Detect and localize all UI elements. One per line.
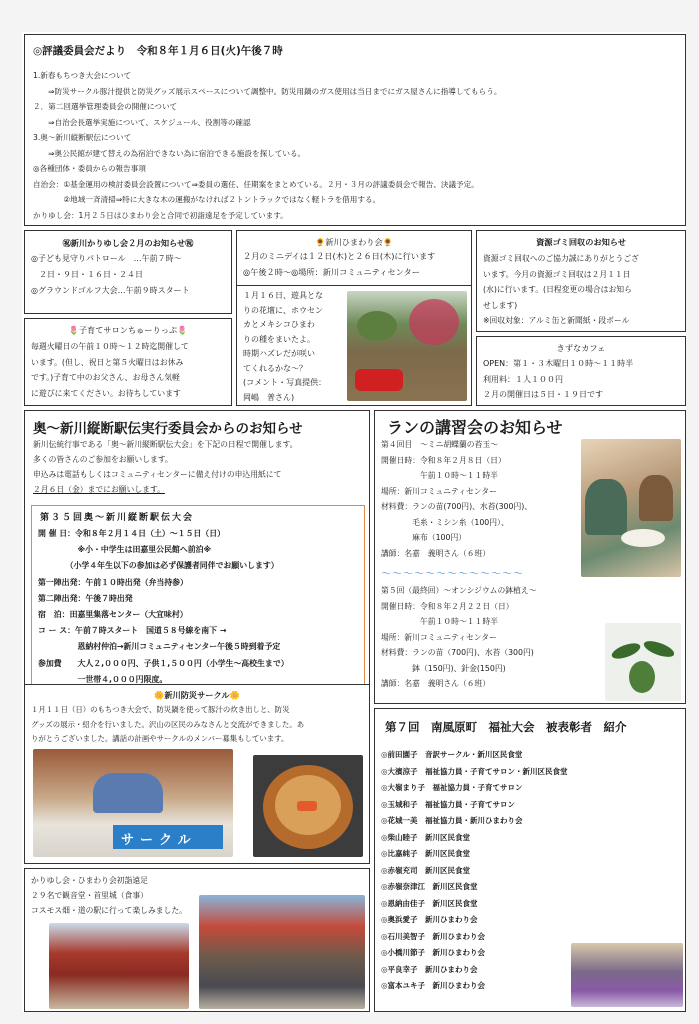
ekiden-detail-line: 第一陣出発：午前１０時出発（弁当持参） [38,577,188,587]
welfare-person: ◎奥浜愛子 新川ひまわり会 [381,915,478,924]
newsletter-page [22,32,686,1012]
orchid-line: 開催日時：令和８年２月２２日（日） [381,601,514,611]
cafe-line: OPEN：第１・３木曜日１０時～１１時半 [483,359,634,368]
salon-line: です。)子育て中のお父さん、お母さん気軽 [31,373,180,382]
orchid-line: 鉢（150円)、針金(150円) [381,663,506,673]
council-body [33,68,501,223]
orchid-line: 第５回（最終回）～オンシジウムの鉢植え～ [381,586,537,595]
welfare-person: ◎石川美智子 新川ひまわり会 [381,931,486,941]
council-line: ⇒自治会長選挙実施について、スケジュール、役割等の確認 [33,117,251,127]
himawari-comment-line: りの花壇に、ホウセン [243,305,323,315]
cafe-section [476,336,686,406]
excursion-section [24,868,370,1012]
welfare-person: ◎恩納由佳子 新川区民食堂 [381,898,478,908]
flowerbed-photo [347,291,467,401]
excursion-body [31,873,187,918]
himawari-comment [243,289,326,405]
recycle-line: います。今月の資源ゴミ回収は２月１１日 [483,269,631,279]
kariyushi-line: ２日・９日・１６日・２４日 [31,270,143,279]
ekiden-details [38,526,289,688]
welfare-person: ◎花城一美 福祉協力員・新川ひまわり会 [381,816,523,825]
council-line: ②地域一斉清掃⇒特に大きな木の運搬がなければ２トントラックではなく軽トラを借用する。 [33,195,381,204]
welfare-list [381,747,568,995]
council-line: 自治会：①基金運用の検討委員会設置について⇒委員の選任、任期案をまとめている。２月・３月の評議委員会で報告、決議予定。 [33,179,479,189]
salon-section [24,318,232,406]
ekiden-deadline: ２月６日（金）までにお願いします。 [33,485,165,494]
council-line: ２．第二回選挙管理委員会の開催について [33,102,178,111]
ekiden-detail-line: （小学４年生以下の参加は必ず保護者同伴でお願いします） [38,561,279,571]
orchid-line: 場所：新川コミュニティセンター [381,632,497,642]
orchid-session4 [381,437,532,561]
orchid-line: 午前１０時～１１時半 [381,471,498,480]
council-line: ⇒防災サークル豚汁提供と防災グッズ展示スペースについて調整中。防災用鍋のガス使用は当日までにガス屋さんに指導してもらう。 [33,86,502,96]
excursion-line: コスモス畑・道の駅に行って楽しみました。 [31,906,187,915]
bousai-body [31,703,304,747]
ekiden-section [24,410,370,698]
ekiden-event-title: 第３５回奥～新川縦断駅伝大会 [40,513,195,523]
welfare-person: ◎小橋川節子 新川ひまわり会 [381,948,486,957]
excursion-line: ２９名で観音堂・首里城（食事） [31,891,148,900]
orchid-line: 講師：名嘉 義明さん（６班） [381,548,491,558]
welfare-person: ◎赤嶺奈津江 新川区民食堂 [381,882,478,891]
council-line: かりゆし会：1月２５日はひまわり会と合同で初詣遠足を予定しています。 [33,210,288,220]
orchid-plant-photo [605,623,681,701]
kariyushi-line: ◎グラウンドゴルフ大会…午前９時スタート [31,286,190,295]
orchid-line: 開催日時：令和８年２月８日（日） [381,455,506,465]
himawari-section [236,230,472,406]
himawari-comment-line: てくれるかな～？ [243,363,307,373]
himawari-info [243,249,435,280]
bousai-section [24,684,370,864]
recycle-body [483,251,639,329]
council-section [24,34,686,226]
kariyushi-body [31,251,190,299]
bousai-line: グッズの展示・紹介を行いました。沢山の区民のみなさんと交流ができました。あ [31,719,305,729]
council-line: 1.新春もちつき大会について [33,71,132,80]
ekiden-detail-line: 恩納村仲泊→新川コミュニティセンター午後５時到着予定 [38,642,281,652]
welfare-person: ◎赤嶺充司 新川区民食堂 [381,865,471,875]
orchid-class-photo [581,439,681,577]
himawari-line: ２月のミニデイは１２日(木)と２６日(木)に行います [243,251,436,261]
himawari-comment-line: １月１６日、遊具とな [243,291,323,300]
kariyushi-section [24,230,232,314]
orchid-session5 [381,583,536,692]
orchid-line: 材料費：ランの苗（700円)、水苔（300円) [381,648,534,657]
ekiden-intro [33,437,297,497]
tonjiru-photo [253,755,363,857]
cafe-body [483,356,633,403]
orchid-section [374,410,686,704]
ekiden-intro-line: 新川伝統行事である「奥～新川縦断駅伝大会」を下記の日程で開催します。 [33,440,298,449]
orchid-line: 材料費：ランの苗(700円)、水苔(300円)、 [381,502,533,511]
orchid-line: 第４回目 ～ミニ胡蝶蘭の苔玉～ [381,440,498,449]
bousai-line: りがとうございました。講話の計画やサークルのメンバー募集もしています。 [31,734,289,743]
welfare-person: ◎比嘉純子 新川区民食堂 [381,849,471,858]
cafe-line: 利用料：１人１００円 [483,374,563,384]
orchid-line: 毛糸・ミシン糸（100円）、 [381,517,509,527]
shuri-castle-photo [49,923,189,1009]
welfare-person: ◎玉城和子 福祉協力員・子育てサロン [381,799,516,809]
himawari-comment-line: 時期ハズレだが咲い [243,349,315,358]
himawari-comment-line: りの種をまいたよ。 [243,334,315,344]
ekiden-event-box [31,505,365,691]
himawari-title: 🌻新川ひまわり会🌻 [315,237,393,247]
welfare-person: ◎柴山睦子 新川区民食堂 [381,832,471,842]
ceremony-photo [571,943,683,1007]
salon-line: います。(但し、祝日と第５火曜日はお休み [31,357,184,367]
recycle-line: せします) [483,300,518,310]
orchid-line: 午前１０時～１１時半 [381,617,498,626]
bousai-title: 🌼新川防災サークル🌼 [154,690,240,700]
welfare-title: 第７回 南風原町 福祉大会 被表彰者 紹介 [385,720,627,734]
himawari-comment-line: 岡嶋 普さん) [243,392,295,402]
orchid-line: 麻布（100円） [381,533,467,542]
excursion-line: かりゆし会・ひまわり会初詣遠足 [31,876,148,885]
council-line: 3.奥～新川縦断駅伝について [33,133,132,142]
orchid-title: ランの講習会のお知らせ [387,418,563,437]
salon-line: 毎週火曜日の午前１０時～１２時迄開催して [31,342,189,351]
group-photo [199,895,365,1009]
recycle-section [476,230,686,332]
ekiden-intro-line: 多くの皆さんのご参加をお願いします。 [33,455,173,464]
salon-body [31,339,189,401]
welfare-section [374,708,686,1012]
ekiden-intro-line: 申込みは電話もしくはコミュニティセンターに備え付けの申込用紙にて [33,470,282,479]
welfare-person: ◎平良幸子 新川ひまわり会 [381,964,478,974]
ekiden-detail-line: コ ー ス：午前７時スタート 国道５８号線を南下 → [38,626,227,636]
welfare-person: ◎大嶺まり子 福祉協力員・子育てサロン [381,783,523,792]
welfare-person: ◎富本ユキ子 新川ひまわり会 [381,981,486,990]
himawari-comment-line: カとメキシコひまわ [243,320,315,329]
welfare-person: ◎大濱涼子 福祉協力員・子育てサロン・新川区民食堂 [381,766,568,776]
circle-sign: サークル [121,833,197,848]
ekiden-detail-line: 開 催 日：令和８年２月１４日（土）～１５日（日） [38,529,225,538]
orchid-line: 場所：新川コミュニティセンター [381,486,497,496]
welfare-person: ◎前田園子 音訳サークル・新川区民食堂 [381,750,523,759]
ekiden-title: 奥～新川縦断駅伝実行委員会からのお知らせ [33,421,303,437]
himawari-line: ◎午後２時～◎場所：新川コミュニティセンター [243,266,420,277]
recycle-line: 資源ゴミ回収へのご協力誠にありがとうござ [483,254,639,263]
wave-divider: ～～～～～～～～～～～～～ [381,569,524,580]
himawari-comment-line: (コメント・写真提供： [243,378,327,387]
kariyushi-line: ◎子ども見守りパトロール …午前７時～ [31,254,182,263]
kariyushi-title: ㊗新川かりゆし会２月のお知らせ㊗ [62,238,194,248]
ekiden-detail-line: 第二陣出発：午後７時出発 [38,593,133,603]
ekiden-detail-line: 参加費 大人２,０００円、子供１,５００円（小学生～高校生まで） [38,658,289,668]
cafe-title: きずなカフェ [556,343,606,353]
council-title: ◎評議委員会だより 令和８年１月６日(火)午後７時 [33,45,283,57]
recycle-title: 資源ゴミ回収のお知らせ [536,237,626,247]
ekiden-detail-line: 一世帯４,０００円限度。 [38,674,168,684]
salon-line: に遊びに来てください。お待ちしています [31,388,181,398]
cafe-line: ２月の開催日は５日・１９日です [483,390,603,399]
ekiden-detail-line: 宿 泊：田嘉里集落センター（大宜味村） [38,610,188,620]
recycle-line: ※回収対象：アルミ缶と新聞紙・段ボール [483,316,630,325]
recycle-line: (水)に行います。(日程変更の場合はお知ら [483,285,632,294]
council-line: ⇒奥公民館が建て替えの為宿泊できない為に宿泊できる施設を探している。 [33,148,306,158]
orchid-line: 講師：名嘉 義明さん（６班） [381,679,491,688]
salon-title: 🌷子育てサロンちゅーりっぷ🌷 [68,325,188,335]
mochitsuki-photo [33,749,233,857]
ekiden-detail-line: ※小・中学生は田嘉里公民館へ前泊※ [38,545,212,555]
council-line: ◎各種団体・委員からの報告事項 [33,164,146,173]
bousai-line: １月１１日（日）のもちつき大会で、防災鍋を使って豚汁の炊き出しと、防災 [31,705,290,714]
